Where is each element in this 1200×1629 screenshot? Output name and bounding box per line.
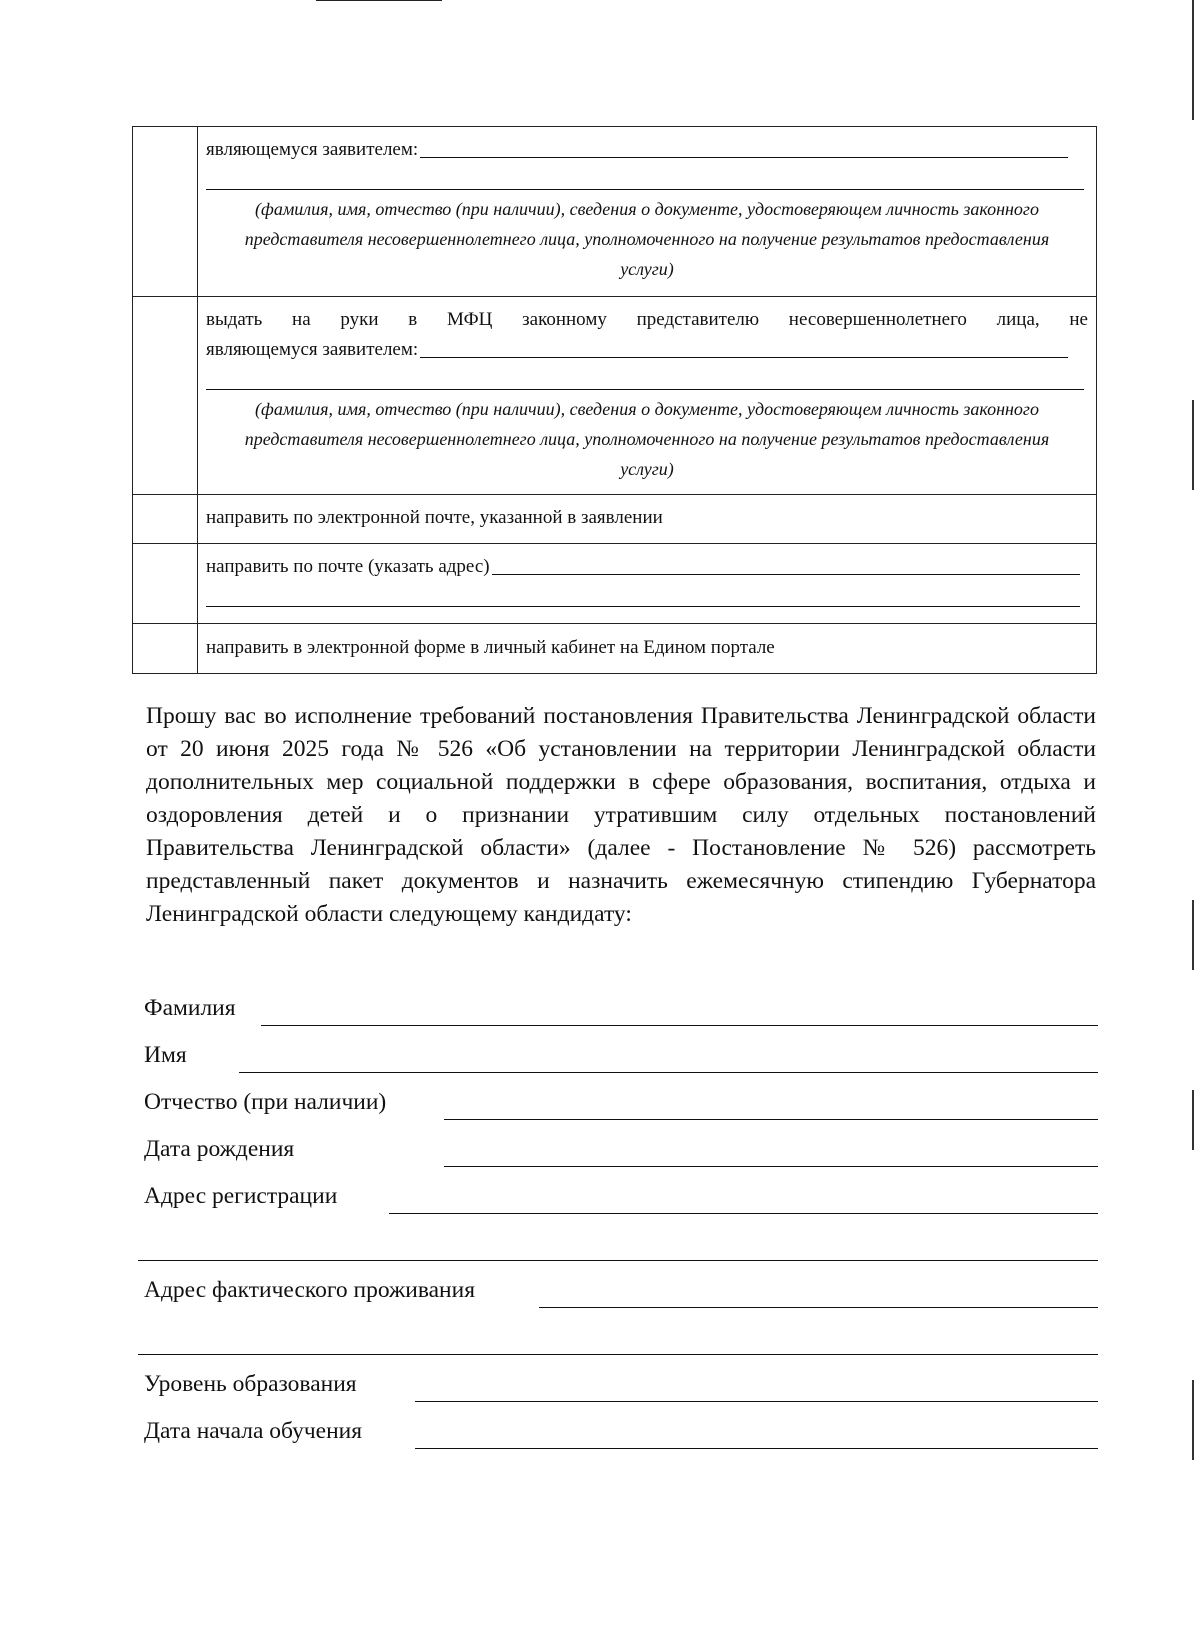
fill-line [420, 356, 1068, 358]
option-text: являющемуся заявителем: [206, 139, 419, 160]
top-rule [316, 0, 442, 1]
fill-line [492, 573, 1080, 575]
fill-line [206, 365, 1084, 390]
option-hint: (фамилия, имя, отчество (при наличии), сведения о документе, удостоверяющем личность законного представителя несовершеннолетнего лица, уполномоченного на получение результатов предоставления услуги) [244, 199, 1050, 279]
option-checkbox[interactable] [133, 544, 198, 624]
option-text: направить по почте (указать адрес) [206, 556, 490, 577]
patronymic-input[interactable] [444, 1119, 1098, 1120]
surname-input[interactable] [261, 1025, 1098, 1026]
option-row [133, 297, 1097, 495]
name-input[interactable] [239, 1072, 1098, 1073]
option-cell [198, 297, 1097, 495]
option-row [133, 127, 1097, 297]
scan-edge-mark [1192, 0, 1194, 120]
surname-label: Фамилия [144, 995, 236, 1021]
education-level-label: Уровень образования [144, 1371, 357, 1397]
option-checkbox[interactable] [133, 624, 198, 674]
option-checkbox[interactable] [133, 297, 198, 495]
education-level-input[interactable] [415, 1401, 1098, 1402]
option-cell [198, 127, 1097, 297]
option-cell [198, 495, 1097, 544]
birth-date-input[interactable] [444, 1166, 1098, 1167]
option-text: направить в электронной форме в личный кабинет на Едином портале [206, 637, 775, 658]
delivery-options-table [132, 126, 1097, 674]
option-row [133, 544, 1097, 624]
option-cell [198, 544, 1097, 624]
name-label: Имя [144, 1042, 187, 1068]
fill-line [206, 582, 1080, 607]
actual-address-input-line2[interactable] [138, 1354, 1098, 1355]
fill-line [206, 165, 1084, 190]
option-row [133, 495, 1097, 544]
study-start-date-label: Дата начала обучения [144, 1418, 363, 1444]
option-checkbox[interactable] [133, 495, 198, 544]
option-checkbox[interactable] [133, 127, 198, 297]
option-row [133, 624, 1097, 674]
fill-line [420, 156, 1068, 158]
scan-edge-mark [1192, 1380, 1194, 1460]
patronymic-label: Отчество (при наличии) [144, 1089, 387, 1115]
option-text: направить по электронной почте, указанной в заявлении [206, 507, 663, 528]
registration-address-label: Адрес регистрации [144, 1183, 338, 1209]
option-hint: (фамилия, имя, отчество (при наличии), сведения о документе, удостоверяющем личность законного представителя несовершеннолетнего лица, уполномоченного на получение результатов предоставления услуги) [244, 399, 1050, 479]
registration-address-input[interactable] [389, 1213, 1098, 1214]
study-start-date-input[interactable] [415, 1448, 1098, 1449]
scan-edge-mark [1192, 1090, 1194, 1150]
option-text: являющемуся заявителем: [206, 339, 419, 360]
request-paragraph: Прошу вас во исполнение требований постановления Правительства Ленинградской области от 20 июня 2025 года № 526 «Об установлении на территории Ленинградской области дополнительных мер социальной поддержки в сфере образования, воспитания, отдыха и оздоровления детей и о признании утратившим силу отдельных постановлений Правительства Ленинградской области» (далее - Постановление № 526) рассмотреть представленный пакет документов и назначить ежемесячную стипендию Губернатора Ленинградской области следующему кандидату: [146, 703, 1096, 927]
option-cell [198, 624, 1097, 674]
option-text: выдать на руки в МФЦ законному представителю несовершеннолетнего лица, не [206, 309, 1088, 330]
actual-address-input[interactable] [539, 1307, 1098, 1308]
actual-address-label: Адрес фактического проживания [144, 1277, 476, 1303]
scan-edge-mark [1192, 900, 1194, 970]
registration-address-input-line2[interactable] [138, 1260, 1098, 1261]
birth-date-label: Дата рождения [144, 1136, 295, 1162]
scan-edge-mark [1192, 400, 1194, 490]
